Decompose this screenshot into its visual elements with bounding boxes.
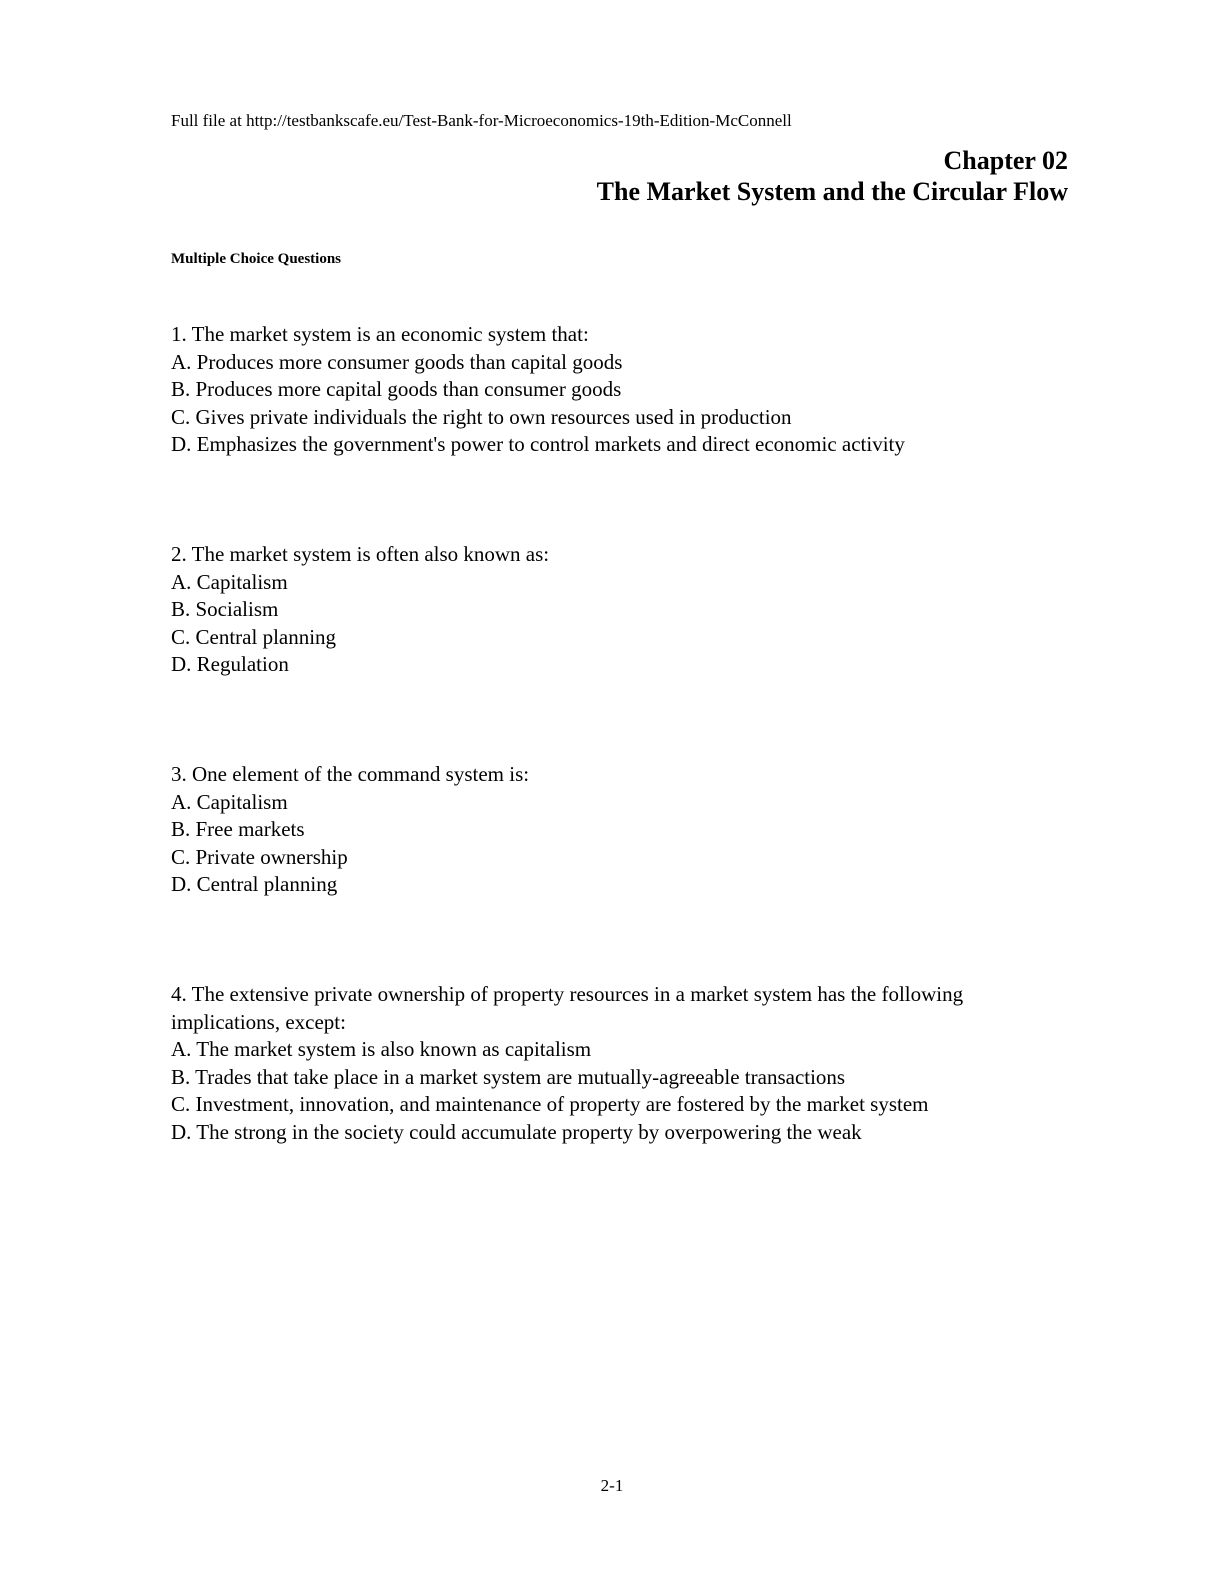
section-heading: Multiple Choice Questions bbox=[171, 251, 342, 267]
answer-option-a: A. Capitalism bbox=[171, 569, 288, 594]
question-stem: 4. The extensive private ownership of property resources in a market system has the following implications, except: bbox=[171, 982, 964, 1034]
question-2 bbox=[171, 541, 1071, 679]
answer-option-c: C. Private ownership bbox=[171, 844, 348, 869]
source-url-line: Full file at http://testbankscafe.eu/Test-Bank-for-Microeconomics-19th-Edition-McConnell bbox=[171, 111, 792, 130]
chapter-title: The Market System and the Circular Flow bbox=[596, 177, 1068, 206]
chapter-header bbox=[597, 145, 1068, 207]
question-stem: 2. The market system is often also known as: bbox=[171, 542, 550, 566]
answer-option-d: D. The strong in the society could accumulate property by overpowering the weak bbox=[171, 1119, 862, 1144]
answer-option-b: B. Produces more capital goods than consumer goods bbox=[171, 377, 622, 401]
question-stem: 1. The market system is an economic system that: bbox=[171, 322, 589, 346]
question-4 bbox=[171, 981, 1071, 1146]
answer-option-d: D. Regulation bbox=[171, 652, 289, 676]
answer-option-c: C. Investment, innovation, and maintenance of property are fostered by the market system bbox=[171, 1092, 929, 1116]
answer-option-d: D. Central planning bbox=[171, 872, 338, 896]
answer-option-b: B. Free markets bbox=[171, 817, 305, 841]
question-stem: 3. One element of the command system is: bbox=[171, 762, 530, 786]
answer-option-a: A. Capitalism bbox=[171, 789, 288, 814]
answer-option-c: C. Gives private individuals the right to own resources used in production bbox=[171, 404, 792, 429]
chapter-number: Chapter 02 bbox=[943, 146, 1068, 175]
answer-option-b: B. Trades that take place in a market system are mutually-agreeable transactions bbox=[171, 1064, 846, 1089]
answer-option-a: A. The market system is also known as capitalism bbox=[171, 1037, 592, 1061]
question-3 bbox=[171, 761, 1071, 899]
answer-option-d: D. Emphasizes the government's power to control markets and direct economic activity bbox=[171, 432, 905, 456]
answer-option-b: B. Socialism bbox=[171, 597, 279, 621]
page-number: 2-1 bbox=[600, 1476, 624, 1495]
answer-option-c: C. Central planning bbox=[171, 624, 337, 649]
question-1 bbox=[171, 321, 1071, 459]
answer-option-a: A. Produces more consumer goods than capital goods bbox=[171, 349, 623, 374]
